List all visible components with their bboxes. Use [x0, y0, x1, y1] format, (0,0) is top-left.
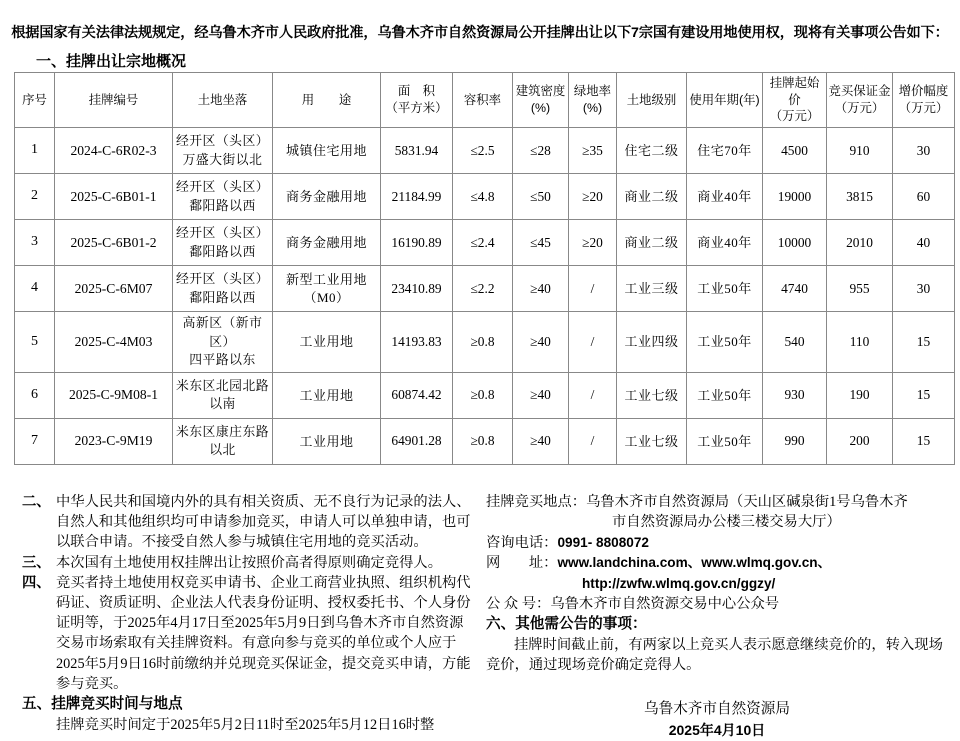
cell-floor-area-ratio: ≤2.2: [453, 266, 513, 312]
cell-land-use: [273, 418, 381, 464]
venue-row: [486, 492, 948, 512]
public-account-value: 乌鲁木齐市自然资源交易中心公众号: [550, 596, 780, 613]
cell-use-term: 商业40年: [687, 220, 763, 266]
table-row: [15, 312, 955, 373]
table-row: [15, 372, 955, 418]
cell-land-location: [173, 372, 273, 418]
header-increment: [893, 73, 955, 128]
section-two-lead: 二、: [22, 494, 51, 510]
website-value[interactable]: www.landchina.com、www.wlmq.gov.cn、: [557, 555, 832, 571]
cell-use-term: 住宅70年: [687, 128, 763, 174]
cell-use-term: 工业50年: [687, 372, 763, 418]
header-building-density-label: 建筑密度: [515, 84, 566, 99]
cell-location-line1: 经开区（头区）: [175, 272, 270, 287]
cell-index: 5: [15, 312, 55, 373]
cell-start-price: 4500: [763, 128, 827, 174]
cell-land-use-line1: 工业用地: [299, 387, 354, 403]
cell-start-price: 930: [763, 372, 827, 418]
cell-floor-area-ratio: ≥0.8: [453, 418, 513, 464]
header-green-ratio-label: 绿地率: [573, 84, 612, 99]
venue-line1: 乌鲁木齐市自然资源局（天山区碱泉街1号乌鲁木齐: [586, 494, 908, 510]
cell-land-use-line1: 工业用地: [299, 433, 354, 449]
cell-green-ratio: ≥35: [569, 128, 617, 174]
table-row: [15, 220, 955, 266]
cell-start-price: 10000: [763, 220, 827, 266]
header-use-term: 使用年期(年): [687, 73, 763, 128]
issuer-name: 乌鲁木齐市自然资源局: [644, 701, 790, 718]
cell-increment: 30: [893, 266, 955, 312]
section-six-heading: 六、其他需公告的事项：: [486, 616, 647, 633]
header-building-density: [513, 73, 569, 128]
cell-index: 6: [15, 372, 55, 418]
cell-floor-area-ratio: ≤4.8: [453, 174, 513, 220]
parcel-table-container: [14, 72, 949, 465]
section-four-text: 竞买者持土地使用权竞买申请书、企业工商营业执照、组织机构代码证、资质证明、企业法人代表身份证明、授权委托书、个人身份证明等，于2025年4月17日至2025年5月9日到乌鲁木齐市自然资源交易市场索取有关挂牌资料。有意向参与竞买的单位或个人应于2025年5月9日16时前缴纳并兑现竞买保证金，提交竞买申请，方能参与竞买。: [56, 574, 471, 692]
cell-deposit: 2010: [827, 220, 893, 266]
cell-deposit: 910: [827, 128, 893, 174]
cell-land-use: [273, 174, 381, 220]
cell-area: 21184.99: [381, 174, 453, 220]
cell-building-density: ≥40: [513, 312, 569, 373]
cell-land-use: [273, 128, 381, 174]
cell-start-price: 4740: [763, 266, 827, 312]
header-deposit: [827, 73, 893, 128]
cell-land-grade: 商业二级: [617, 174, 687, 220]
cell-floor-area-ratio: ≤2.5: [453, 128, 513, 174]
header-green-ratio-unit: (%): [582, 101, 603, 116]
cell-land-grade: 工业四级: [617, 312, 687, 373]
cell-building-density: ≤50: [513, 174, 569, 220]
cell-land-grade: 商业二级: [617, 220, 687, 266]
cell-location-line1: 米东区康庄东路: [175, 424, 270, 439]
cell-floor-area-ratio: ≤2.4: [453, 220, 513, 266]
header-area-unit: （平方米）: [385, 101, 448, 116]
cell-land-grade: 工业七级: [617, 418, 687, 464]
public-account-row: [486, 594, 948, 614]
announcement-intro-paragraph: 根据国家有关法律法规规定，经乌鲁木齐市人民政府批准，乌鲁木齐市自然资源局公开挂牌出让以下7宗国有建设用地使用权，现将有关事项公告如下：: [11, 25, 949, 41]
cell-building-density: ≥40: [513, 372, 569, 418]
cell-green-ratio: ≥20: [569, 220, 617, 266]
cell-land-use-line1: 工业用地: [299, 334, 354, 350]
section-two-text: 中华人民共和国境内外的具有相关资质、无不良行为记录的法人、自然人和其他组织均可申请参加竞买，申请人可以单独申请，也可以联合申请。不接受自然人参与城镇住宅用地的竞买活动。: [56, 494, 471, 551]
cell-building-density: ≤28: [513, 128, 569, 174]
parcel-overview-table: [14, 72, 955, 465]
section-three-lead: 三、: [22, 554, 51, 571]
cell-listing-code: 2025-C-6B01-2: [55, 220, 173, 266]
cell-deposit: 200: [827, 418, 893, 464]
header-deposit-label: 竞买保证金: [828, 84, 891, 99]
cell-location-line1: 经开区（头区）: [175, 180, 270, 195]
section-one-heading: 一、挂牌出让宗地概况: [36, 53, 187, 70]
public-account-label: 公 众 号：: [486, 596, 551, 613]
cell-land-location: [173, 174, 273, 220]
table-row: [15, 418, 955, 464]
cell-land-use-line1: 商务金融用地: [285, 188, 367, 204]
parcel-table-body: [15, 128, 955, 465]
cell-increment: 60: [893, 174, 955, 220]
cell-start-price: 540: [763, 312, 827, 373]
cell-location-line1: 经开区（头区）: [175, 134, 270, 149]
cell-deposit: 3815: [827, 174, 893, 220]
phone-label: 咨询电话：: [486, 534, 558, 551]
header-land-use: 用 途: [273, 73, 381, 128]
cell-listing-code: 2024-C-6R02-3: [55, 128, 173, 174]
cell-location-line2: 以南: [209, 397, 236, 412]
cell-deposit: 110: [827, 312, 893, 373]
header-floor-area-ratio: 容积率: [453, 73, 513, 128]
cell-start-price: 19000: [763, 174, 827, 220]
cell-location-line1: 高新区（新市区）: [182, 316, 263, 349]
section-three-text: 本次国有土地使用权挂牌出让按照价高者得原则确定竞得人。: [56, 554, 443, 571]
header-land-grade: 土地级别: [617, 73, 687, 128]
cell-land-location: [173, 128, 273, 174]
cell-listing-code: 2025-C-9M08-1: [55, 372, 173, 418]
section-three-paragraph: [22, 553, 474, 573]
issue-date: 2025年4月10日: [668, 722, 766, 739]
cell-land-grade: 住宅二级: [617, 128, 687, 174]
section-six-text: 挂牌时间截止前，有两家以上竞买人表示愿意继续竞价的，转入现场竞价，通过现场竞价确定竞得人。: [486, 636, 943, 674]
cell-land-location: [173, 312, 273, 373]
cell-start-price: 990: [763, 418, 827, 464]
venue-line2-row: 市自然资源局办公楼三楼交易大厅）: [612, 514, 841, 531]
header-start-price-unit: （万元）: [769, 109, 820, 124]
cell-green-ratio: /: [569, 312, 617, 373]
cell-location-line2: 鄱阳路以西: [189, 290, 256, 305]
cell-location-line1: 米东区北园北路: [175, 378, 270, 393]
cell-increment: 30: [893, 128, 955, 174]
cell-location-line2: 鄱阳路以西: [189, 198, 256, 213]
header-increment-unit: （万元）: [898, 101, 949, 116]
cell-land-use-line2: （M0）: [303, 289, 350, 305]
cell-land-use-line1: 商务金融用地: [285, 234, 367, 250]
cell-deposit: 955: [827, 266, 893, 312]
cell-land-use: [273, 312, 381, 373]
cell-location-line2: 四平路以东: [189, 353, 256, 368]
website-row: [486, 553, 948, 573]
table-row: [15, 128, 955, 174]
header-land-location: 土地坐落: [173, 73, 273, 128]
cell-listing-code: 2023-C-9M19: [55, 418, 173, 464]
cell-land-use: [273, 220, 381, 266]
header-increment-label: 增价幅度: [898, 84, 949, 99]
cell-listing-code: 2025-C-4M03: [55, 312, 173, 373]
cell-land-use: [273, 266, 381, 312]
venue-label: 挂牌竞买地点：: [486, 494, 587, 510]
table-header-row: [15, 73, 955, 128]
cell-area: 23410.89: [381, 266, 453, 312]
section-four-paragraph: [22, 573, 474, 694]
header-area: [381, 73, 453, 128]
cell-listing-code: 2025-C-6M07: [55, 266, 173, 312]
cell-land-location: [173, 418, 273, 464]
phone-value[interactable]: 0991- 8808072: [557, 534, 649, 550]
header-start-price: [763, 73, 827, 128]
header-listing-code: 挂牌编号: [55, 73, 173, 128]
section-two-paragraph: [22, 492, 474, 553]
header-building-density-unit: (%): [530, 101, 551, 116]
table-row: [15, 266, 955, 312]
cell-land-location: [173, 266, 273, 312]
cell-land-location: [173, 220, 273, 266]
cell-building-density: ≤45: [513, 220, 569, 266]
phone-row: [486, 533, 948, 553]
cell-area: 5831.94: [381, 128, 453, 174]
header-index: 序号: [15, 73, 55, 128]
cell-increment: 40: [893, 220, 955, 266]
cell-increment: 15: [893, 312, 955, 373]
section-five-time-text: 挂牌竞买时间定于2025年5月2日11时至2025年5月12日16时整: [56, 716, 435, 733]
cell-index: 3: [15, 220, 55, 266]
cell-use-term: 商业40年: [687, 174, 763, 220]
section-five-heading: 五、挂牌竞买时间与地点: [22, 696, 183, 713]
cell-index: 4: [15, 266, 55, 312]
cell-location-line2: 以北: [209, 443, 236, 458]
cell-green-ratio: /: [569, 372, 617, 418]
cell-use-term: 工业50年: [687, 266, 763, 312]
header-deposit-unit: （万元）: [834, 101, 885, 116]
bottom-left-column: [22, 492, 474, 735]
header-start-price-label: 挂牌起始价: [769, 76, 820, 107]
cell-land-grade: 工业七级: [617, 372, 687, 418]
cell-index: 7: [15, 418, 55, 464]
website-value-2[interactable]: http://zwfw.wlmq.gov.cn/ggzy/: [582, 575, 776, 591]
cell-land-use-line1: 城镇住宅用地: [285, 142, 367, 158]
cell-floor-area-ratio: ≥0.8: [453, 372, 513, 418]
cell-index: 2: [15, 174, 55, 220]
cell-use-term: 工业50年: [687, 418, 763, 464]
header-green-ratio: [569, 73, 617, 128]
cell-location-line2: 万盛大街以北: [182, 152, 263, 167]
cell-deposit: 190: [827, 372, 893, 418]
cell-area: 64901.28: [381, 418, 453, 464]
bottom-right-column: [486, 492, 948, 741]
section-four-lead: 四、: [22, 574, 51, 591]
cell-index: 1: [15, 128, 55, 174]
cell-floor-area-ratio: ≥0.8: [453, 312, 513, 373]
cell-building-density: ≥40: [513, 418, 569, 464]
cell-use-term: 工业50年: [687, 312, 763, 373]
cell-increment: 15: [893, 418, 955, 464]
header-area-label: 面 积: [397, 84, 436, 99]
cell-increment: 15: [893, 372, 955, 418]
cell-area: 60874.42: [381, 372, 453, 418]
cell-area: 16190.89: [381, 220, 453, 266]
cell-area: 14193.83: [381, 312, 453, 373]
cell-green-ratio: ≥20: [569, 174, 617, 220]
cell-green-ratio: /: [569, 266, 617, 312]
website-row-2: [582, 574, 948, 594]
cell-location-line2: 鄱阳路以西: [189, 244, 256, 259]
table-row: [15, 174, 955, 220]
cell-building-density: ≥40: [513, 266, 569, 312]
cell-location-line1: 经开区（头区）: [175, 226, 270, 241]
cell-land-grade: 工业三级: [617, 266, 687, 312]
website-label: 网 址：: [486, 555, 558, 572]
cell-listing-code: 2025-C-6B01-1: [55, 174, 173, 220]
cell-green-ratio: /: [569, 418, 617, 464]
cell-land-use: [273, 372, 381, 418]
cell-land-use-line1: 新型工业用地: [285, 272, 367, 288]
